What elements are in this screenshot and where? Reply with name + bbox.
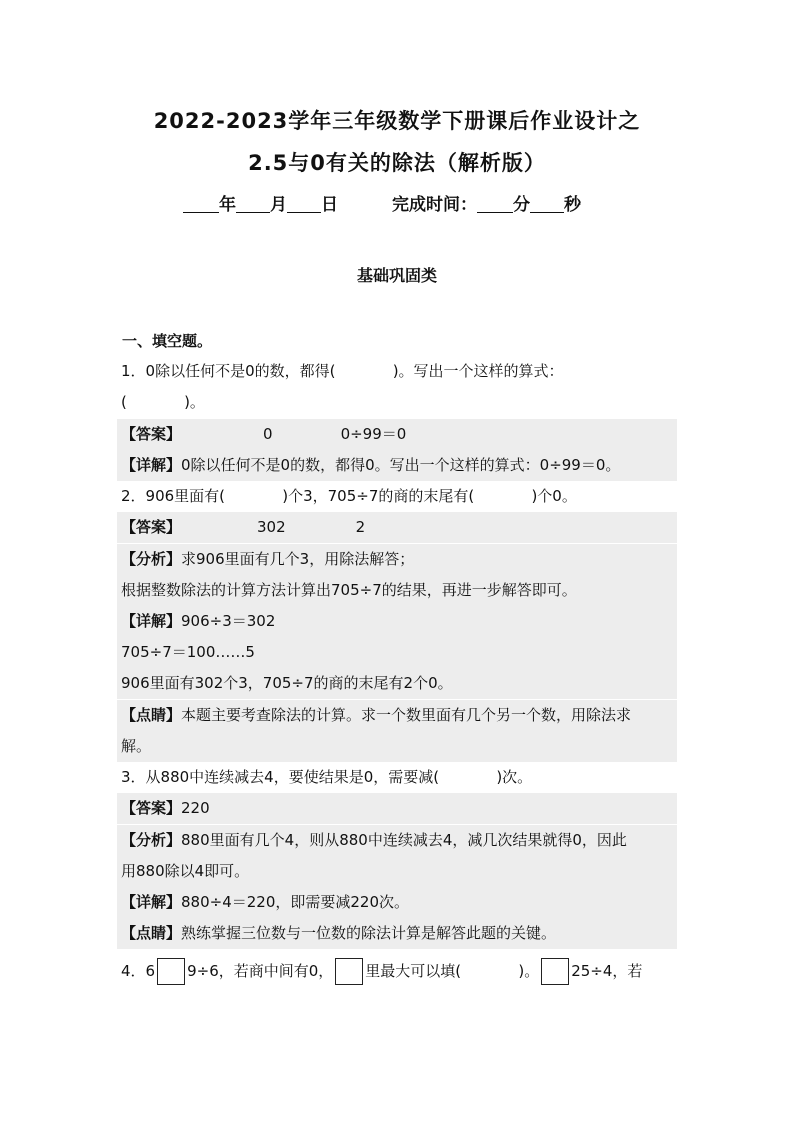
q1-detail: [117, 450, 677, 481]
time-label: 完成时间：: [392, 195, 477, 215]
q3-detail: [117, 887, 677, 918]
section-heading: 基础巩固类: [356, 266, 437, 285]
minute-label: 分: [513, 195, 530, 215]
detail-tag: 【详解】: [121, 456, 182, 474]
answer-tag: 【答案】: [121, 425, 182, 443]
q2-detail-3: 906里面有302个3，705÷7的商的末尾有2个0。: [117, 668, 677, 699]
part-label: 一、填空题。: [122, 332, 213, 350]
second-label: 秒: [564, 195, 581, 215]
q2-comment-2: 解。: [117, 731, 677, 762]
q4-part-c: 里最大可以填( )。: [365, 962, 540, 980]
q2-analysis-text: 求906里面有几个3，用除法解答；: [181, 550, 415, 568]
analysis-tag: 【分析】: [121, 831, 182, 849]
detail-tag: 【详解】: [121, 612, 182, 630]
answer-tag: 【答案】: [121, 518, 182, 536]
q1-answer-2: 0÷99＝0: [340, 425, 407, 443]
q2-detail-2: 705÷7＝100……5: [117, 637, 677, 668]
year-blank: [183, 194, 219, 213]
q4-part-b: 9÷6，若商中间有0，: [187, 962, 334, 980]
q3-comment-text: 熟练掌握三位数与一位数的除法计算是解答此题的关键。: [181, 924, 557, 942]
q4-box-2: [335, 958, 363, 985]
q1-detail-text: 0除以任何不是0的数，都得0。写出一个这样的算式：0÷99＝0。: [181, 456, 621, 474]
month-label: 月: [270, 195, 287, 215]
q1-stem: 1．0除以任何不是0的数，都得( )。写出一个这样的算式：: [121, 362, 564, 380]
q2-analysis-2: 根据整数除法的计算方法计算出705÷7的结果，再进一步解答即可。: [117, 575, 677, 606]
q2-comment: [117, 700, 677, 731]
q4-stem: [117, 954, 677, 988]
q3-detail-text: 880÷4＝220，即需要减220次。: [181, 893, 410, 911]
day-blank: [287, 194, 321, 213]
q3-answer: [117, 793, 677, 824]
q3-comment: [117, 918, 677, 949]
title-line-2: 2.5与0有关的除法（解析版）: [248, 151, 546, 175]
title-line-1: 2022-2023学年三年级数学下册课后作业设计之: [153, 109, 641, 133]
q4-box-1: [157, 958, 185, 985]
analysis-tag: 【分析】: [121, 550, 182, 568]
q4-box-3: [541, 958, 569, 985]
month-blank: [236, 194, 270, 213]
comment-tag: 【点睛】: [121, 706, 182, 724]
second-blank: [530, 194, 564, 213]
q3-stem: 3．从880中连续减去4，要使结果是0，需要减( )次。: [121, 768, 533, 786]
q2-answer-2: 2: [355, 518, 366, 536]
q1-answer-1: 0: [263, 425, 273, 443]
q2-answer: [117, 512, 677, 543]
q2-analysis: [117, 544, 677, 575]
q2-detail-text: 906÷3＝302: [181, 612, 276, 630]
q2-detail: [117, 606, 677, 637]
q2-comment-text: 本题主要考查除法的计算。求一个数里面有几个另一个数，用除法求: [181, 706, 632, 724]
q3-analysis-2: 用880除以4即可。: [117, 856, 677, 887]
q3-analysis-text: 880里面有几个4，则从880中连续减去4，减几次结果就得0，因此: [181, 831, 627, 849]
detail-tag: 【详解】: [121, 893, 182, 911]
day-label: 日: [321, 195, 338, 215]
minute-blank: [477, 194, 513, 213]
q3-answer-text: 220: [181, 799, 210, 817]
year-label: 年: [219, 195, 236, 215]
date-time-line: [183, 190, 581, 215]
answer-tag: 【答案】: [121, 799, 182, 817]
comment-tag: 【点睛】: [121, 924, 182, 942]
q2-stem: 2．906里面有( )个3，705÷7的商的末尾有( )个0。: [121, 487, 577, 505]
q4-part-d: 25÷4，若: [571, 962, 643, 980]
q2-answer-1: 302: [257, 518, 286, 536]
q1-answer: [117, 419, 677, 450]
q4-part-a: 4．6: [121, 962, 156, 980]
q3-analysis: [117, 825, 677, 856]
q1-stem-cont: ( )。: [121, 393, 205, 411]
